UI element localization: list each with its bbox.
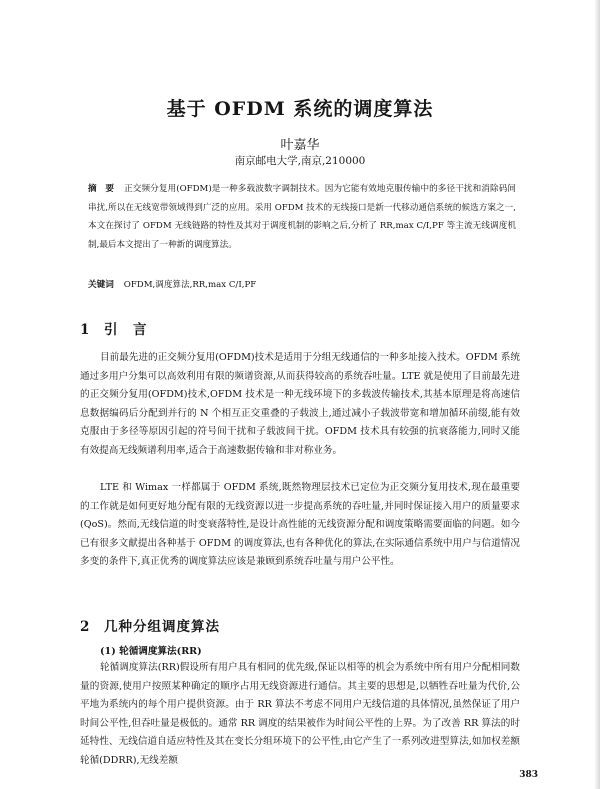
section-2-heading — [80, 615, 220, 635]
author-name: 叶嘉华 — [280, 138, 320, 153]
author-affiliation: 南京邮电大学,南京,210000 — [234, 155, 366, 167]
paper-title: 基于 OFDM 系统的调度算法 — [166, 98, 434, 120]
scan-edge-shadow — [594, 0, 600, 789]
section-2-paragraph-1: 轮循调度算法(RR)假设所有用户具有相同的优先级,保证以相等的机会为系统中所有用户分配相同数量的资源,使用户按照某种确定的顺序占用无线资源进行通信。其主要的思想是,以牺牲吞吐量为代价,公平地为系统内的每个用户提供资源。由于 RR 算法不考虑不同用户无线信道的具体情况,虽然保证了用户时间公平性,但吞吐量是极低的。通常 RR 调度的结果被作为时间公平性的上界。为了改善 RR 算法的时延特性、无线信道自适应特性及其在变长分组环境下的公平性,由它产生了一系列改进型算法,如加权差额轮循(DDRR),无线差额 — [80, 662, 520, 766]
subsection-rr-heading: (1) 轮循调度算法(RR) — [100, 646, 202, 657]
keywords — [88, 278, 518, 290]
section-1-paragraph-2: LTE 和 Wimax 一样都属于 OFDM 系统,既然物理层技术已定位为正交频分复用技术,现在最重要的工作就是如何更好地分配有限的无线资源以进一步提高系统的吞吐量,并同时保证接入用户的质量要求(QoS)。然而,无线信道的时变衰落特性,是设计高性能的无线资源分配和调度策略需要面临的问题。如今已有很多文献提出各种基于 OFDM 的调度算法,也有各种优化的算法,在实际通信系统中用户与信道情况多变的条件下,真正优秀的调度算法应该是兼顾到系统吞吐量与用户公平性。 — [80, 482, 520, 567]
section-2-number: 2 — [80, 619, 91, 635]
section-1-heading — [80, 318, 148, 338]
keywords-text: OFDM,调度算法,RR,max C/I,PF — [123, 280, 257, 290]
section-1-number: 1 — [80, 322, 91, 338]
section-1-title: 引 言 — [104, 322, 148, 338]
section-2-title: 几种分组调度算法 — [104, 619, 220, 635]
abstract — [88, 180, 516, 254]
abstract-label: 摘 要 — [88, 184, 115, 194]
section-1-paragraph-1: 目前最先进的正交频分复用(OFDM)技术是适用于分组无线通信的一种多址接入技术。OFDM 系统通过多用户分集可以高效利用有限的频谱资源,从而获得较高的系统吞吐量。LTE 就是使用了目前最先进的正交频分复用(OFDM)技术,OFDM 技术是一种无线环境下的多载波传输技术,其基本原理是将高速信息数据编码后分配到并行的 N 个相互正交重叠的子载波上,通过减小子载波带宽和增加循环前缀,能有效克服由于多径等原因引起的符号间干扰和子载波间干扰。OFDM 技术具有较强的抗衰落能力,同时又能有效提高无线频谱利用率,适合于高速数据传输和非对称业务。 — [80, 352, 520, 456]
keywords-label: 关键词 — [88, 280, 114, 290]
abstract-text: 正交频分复用(OFDM)是一种多载波数字调制技术。因为它能有效地克服传输中的多径干扰和消除码间串扰,所以在无线宽带领域得到广泛的应用。采用 OFDM 技术的无线接口是新一代移动通信系统的候选方案之一,本文在探讨了 OFDM 无线链路的特性及其对于调度机制的影响之后,分析了 RR,max C/I,PF 等主流无线调度机制,最后本文提出了一种新的调度算法。 — [88, 184, 516, 250]
page-number: 383 — [519, 770, 538, 780]
